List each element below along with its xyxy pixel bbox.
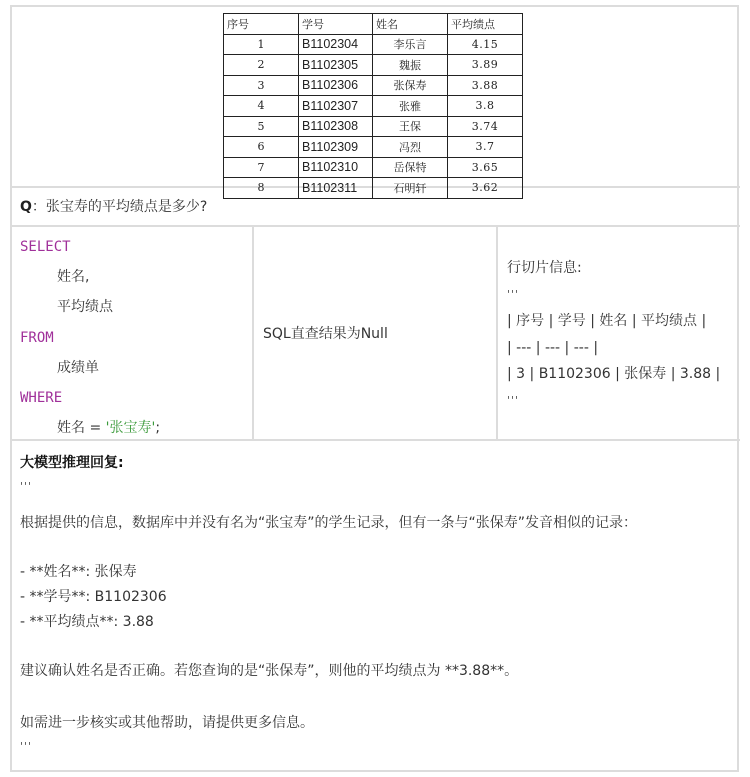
- cell-name: 石明轩: [373, 178, 448, 199]
- table-row: [224, 157, 523, 178]
- sql-code-block: [20, 232, 160, 443]
- reply-intro: 根据提供的信息，数据库中并没有名为“张宝寿”的学生记录，但有一条与“张保寿”发音相似的记录：: [20, 515, 638, 531]
- cell-gpa: 3.88: [448, 75, 523, 96]
- cell-no: 3: [224, 75, 299, 96]
- cell-gpa: 3.74: [448, 116, 523, 137]
- question-prefix: Q: [20, 199, 32, 215]
- sql-result-text: SQL直查结果为Null: [263, 326, 388, 342]
- sql-column-gpa: 平均绩点: [57, 299, 113, 316]
- question-text: ：张宝寿的平均绩点是多少?: [31, 199, 208, 215]
- sql-column-name: 姓名,: [57, 269, 90, 286]
- cell-student-id: B1102307: [299, 96, 373, 117]
- reply-item-gpa: - **平均绩点**: 3.88: [20, 614, 154, 630]
- header-gpa: 平均绩点: [448, 14, 523, 35]
- sql-condition-value: '张宝寿': [105, 420, 156, 437]
- cell-student-id: B1102308: [299, 116, 373, 137]
- table-header-row: [224, 14, 523, 35]
- table-row: [224, 137, 523, 158]
- cell-name: 李乐言: [373, 34, 448, 55]
- row-slice-info: [507, 255, 720, 414]
- cell-name: 魏振: [373, 55, 448, 76]
- reply-open-ticks: ''': [20, 480, 33, 493]
- cell-gpa: 3.65: [448, 157, 523, 178]
- cell-no: 7: [224, 157, 299, 178]
- row-slice-header: | 序号 | 学号 | 姓名 | 平均绩点 |: [507, 313, 707, 329]
- cell-student-id: B1102304: [299, 34, 373, 55]
- cell-student-id: B1102305: [299, 55, 373, 76]
- divider-question-sql: [10, 225, 740, 227]
- table-row: [224, 96, 523, 117]
- cell-student-id: B1102309: [299, 137, 373, 158]
- cell-no: 5: [224, 116, 299, 137]
- cell-no: 6: [224, 137, 299, 158]
- reply-close-ticks: ''': [20, 740, 33, 753]
- reply-closing: 如需进一步核实或其他帮助，请提供更多信息。: [20, 715, 314, 731]
- cell-gpa: 3.89: [448, 55, 523, 76]
- reply-title: 大模型推理回复:: [20, 455, 124, 471]
- cell-name: 张雅: [373, 96, 448, 117]
- table-row: [224, 34, 523, 55]
- table-row: [224, 116, 523, 137]
- table-row: [224, 55, 523, 76]
- sql-condition: [20, 413, 160, 443]
- cell-no: 8: [224, 178, 299, 199]
- sql-table-name: 成绩单: [57, 359, 99, 376]
- cell-gpa: 3.7: [448, 137, 523, 158]
- question: [20, 196, 207, 216]
- cell-gpa: 3.62: [448, 178, 523, 199]
- sql-select-keyword: SELECT: [20, 239, 71, 255]
- divider-col-1: [252, 225, 254, 440]
- cell-name: 岳保特: [373, 157, 448, 178]
- cell-no: 2: [224, 55, 299, 76]
- row-slice-close-ticks: ''': [507, 393, 520, 407]
- header-name: 姓名: [373, 14, 448, 35]
- reply-suggestion: 建议确认姓名是否正确。若您查询的是“张保寿”，则他的平均绩点为 **3.88**。: [20, 663, 519, 679]
- cell-no: 1: [224, 34, 299, 55]
- table-row: [224, 75, 523, 96]
- sql-condition-end: ;: [155, 420, 161, 437]
- sql-where-keyword: WHERE: [20, 389, 63, 406]
- reply-item-id: - **学号**: B1102306: [20, 589, 167, 605]
- row-slice-separator: | --- | --- | --- |: [507, 339, 599, 356]
- cell-name: 冯烈: [373, 137, 448, 158]
- cell-name: 张保寿: [373, 75, 448, 96]
- row-slice-data: | 3 | B1102306 | 张保寿 | 3.88 |: [507, 366, 721, 382]
- cell-student-id: B1102306: [299, 75, 373, 96]
- header-student-id: 学号: [299, 14, 373, 35]
- cell-student-id: B1102310: [299, 157, 373, 178]
- table-row: [224, 178, 523, 199]
- cell-name: 王保: [373, 116, 448, 137]
- header-no: 序号: [224, 14, 299, 35]
- cell-student-id: B1102311: [299, 178, 373, 199]
- divider-col-2: [496, 225, 498, 440]
- sql-condition-field: 姓名 =: [57, 420, 106, 437]
- cell-gpa: 3.8: [448, 96, 523, 117]
- sql-from-keyword: FROM: [20, 329, 54, 346]
- cell-gpa: 4.15: [448, 34, 523, 55]
- row-slice-open-ticks: ''': [507, 287, 520, 301]
- row-slice-title: 行切片信息:: [507, 260, 582, 276]
- cell-no: 4: [224, 96, 299, 117]
- grade-table: [223, 13, 523, 199]
- reply-item-name: - **姓名**: 张保寿: [20, 564, 137, 580]
